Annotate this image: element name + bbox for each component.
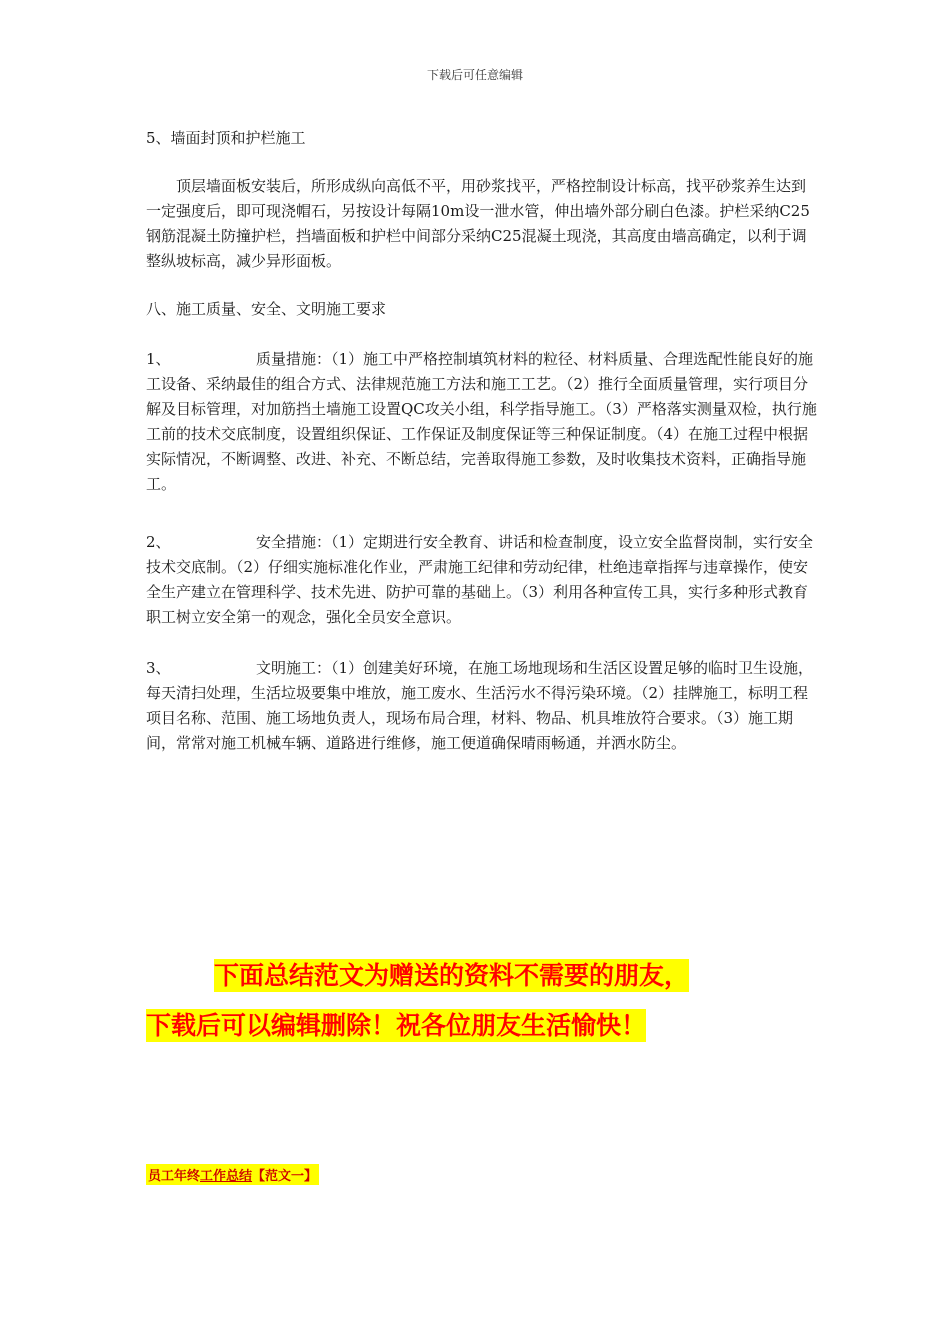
promo-line-2 <box>146 1006 646 1042</box>
measure-item-number: 2、 <box>146 533 171 551</box>
sample-title-prefix: 员工年终 <box>148 1169 201 1184</box>
sample-title-suffix: 【范文一】 <box>252 1169 318 1184</box>
section-5-title: 5、墙面封顶和护栏施工 <box>146 129 306 147</box>
measure-item-text: 质量措施：（1）施工中严格控制填筑材料的粒径、材料质量、合理选配性能良好的施工设备、采纳最佳的组合方式、法律规范施工方法和施工工艺。（2）推行全面质量管理，实行项目分解及目标管理，对加筋挡土墙施工设置QC攻关小组，科学指导施工。（3）严格落实测量双检，执行施工前的技术交底制度，设置组织保证、工作保证及制度保证等三种保证制度。（4）在施工过程中根据实际情况，不断调整、改进、补充、不断总结，完善取得施工参数，及时收集技术资料，正确指导施工。 <box>146 350 817 493</box>
measure-item-2 <box>146 530 818 630</box>
measure-item-number: 1、 <box>146 350 171 368</box>
measure-item-3 <box>146 656 818 756</box>
section-5-body-block <box>146 174 818 274</box>
page-header: 下载后可任意编辑 <box>426 68 523 82</box>
section-5-body: 顶层墙面板安装后，所形成纵向高低不平，用砂浆找平，严格控制设计标高，找平砂浆养生达到一定强度后，即可现浇帽石，另按设计每隔10m设一泄水管，伸出墙外部分刷白色漆。护栏采纳C25钢筋混凝土防撞护栏，挡墙面板和护栏中间部分采纳C25混凝土现浇，其高度由墙高确定，以利于调整纵坡标高，减少异形面板。 <box>146 177 810 270</box>
promo-line-2-text: 下载后可以编辑删除！祝各位朋友生活愉快！ <box>146 1011 647 1040</box>
measure-item-text: 安全措施：（1）定期进行安全教育、讲话和检查制度，设立安全监督岗制，实行安全技术交底制。（2）仔细实施标准化作业，严肃施工纪律和劳动纪律，杜绝违章指挥与违章操作，使安全生产建立在管理科学、技术先进、防护可靠的基础上。（3）利用各种宣传工具，实行多种形式教育职工树立安全第一的观念，强化全员安全意识。 <box>146 533 814 626</box>
measure-item-text: 文明施工：（1）创建美好环境，在施工场地现场和生活区设置足够的临时卫生设施，每天清扫处理，生活垃圾要集中堆放，施工废水、生活污水不得污染环境。（2）挂牌施工，标明工程项目名称、范围、施工场地负责人，现场布局合理，材料、物品、机具堆放符合要求。（3）施工期间，常常对施工机械车辆、道路进行维修，施工便道确保晴雨畅通，并洒水防尘。 <box>146 659 814 752</box>
section-8-title: 八、施工质量、安全、文明施工要求 <box>146 300 387 318</box>
sample-title-link[interactable]: 工作总结 <box>200 1169 253 1184</box>
promo-line-1-text: 下面总结范文为赠送的资料不需要的朋友， <box>214 961 690 990</box>
measure-item-1 <box>146 347 818 497</box>
measure-item-number: 3、 <box>146 659 171 677</box>
sample-title <box>146 1164 319 1185</box>
promo-line-1 <box>214 956 689 992</box>
